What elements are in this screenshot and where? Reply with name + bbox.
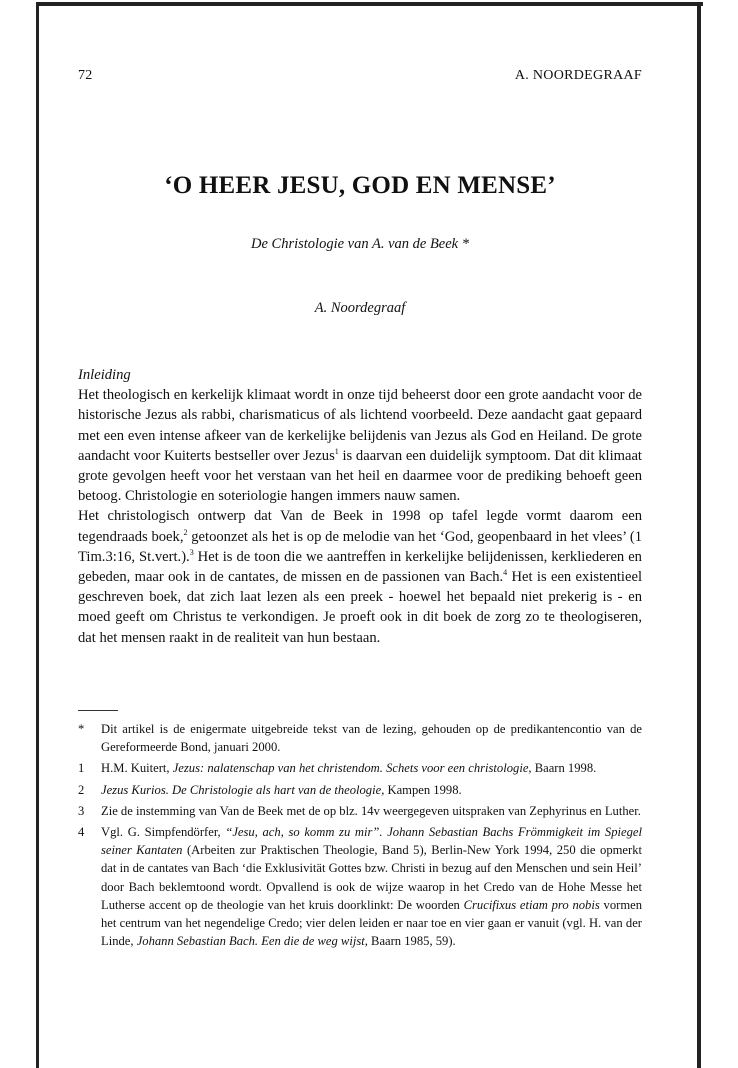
fn4-book-title-2: Johann Sebastian Bach. Een die de weg wijst, [136, 934, 368, 949]
fn1-text-a: H.M. Kuitert, [101, 761, 173, 776]
footnote-text: Dit artikel is de enigermate uitgebreide tekst van de lezing, gehouden op de predikantencontio van de Gereformeerde Bond, januari 2000. [101, 722, 642, 755]
fn1-book-title: Jezus: nalatenschap van het christendom. Schets voor een christologie, [172, 761, 532, 776]
footnote-ref-2: 2 [183, 527, 188, 537]
scan-border-right [697, 2, 701, 1068]
paragraph-2 [78, 506, 642, 647]
footnote-text [101, 759, 642, 777]
p2-text-c: Het is de toon die we aantreffen in kerkelijke belijdenissen, kerkliederen en gebeden, maar ook in de cantates, de missen en de passionen van Bach. [78, 548, 642, 586]
fn4-text-b: (Arbeiten zur Praktischen Theologie, Band 5), Berlin-New York 1994, 250 die opmerkt dat in de cantates van Bach ‘die Exklusivität Gottes bzw. Christi in bezug auf den Menschen und sein Heil’ door Bach beklemtoond wordt. Opvallend is ook de wijze waarop in het Credo van de Hohe Messe het Lutherse accent op de theologie van het kruis doorklinkt: De woorden [101, 843, 642, 912]
fn4-text-c: vormen het centrum van het negendelige Credo; vier delen leiden er naar toe en vier gaan er vanuit (vgl. H. van der Linde, [101, 897, 643, 949]
fn4-latin-phrase: Crucifixus etiam pro nobis [463, 897, 600, 912]
section-heading: Inleiding [78, 367, 131, 383]
footnote-mark: 3 [78, 803, 85, 818]
article-title: ‘O HEER JESU, GOD EN MENSE’ [164, 172, 556, 199]
footnote-ref-4: 4 [503, 568, 508, 578]
fn2-text-b: Kampen 1998. [384, 782, 462, 797]
p2-text-d: Het is een existentieel geschreven boek, dat zich laat lezen als een preek - hoewel het bepaald niet prekerig is - en moed geeft om Christus te verkondigen. Je proeft ook in dit boek de zorg zo te theologiseren, dat het mensen raakt in de realiteit van hun bestaan. [78, 569, 643, 646]
running-head [78, 68, 642, 84]
footnote-mark: * [78, 722, 85, 736]
body-text [78, 365, 642, 648]
footnote-text: Zie de instemming van Van de Beek met de op blz. 14v weergegeven uitspraken van Zephyrinus en Luther. [101, 803, 641, 818]
footnote-1 [78, 759, 642, 777]
footnote-text [101, 823, 642, 950]
footnote-2 [78, 781, 642, 799]
article-subtitle: De Christologie van A. van de Beek * [251, 236, 469, 252]
footnote-star [78, 720, 642, 756]
footnote-ref-3: 3 [189, 547, 194, 557]
p1-text-a: Het theologisch en kerkelijk klimaat wordt in onze tijd beheerst door een grote aandacht voor de historische Jezus als rabbi, charismaticus of als lichtend voorbeeld. Deze aandacht gaat gepaard met een even intense afkeer van de kerkelijke belijdenis van Jezus als God en Heiland. De grote aandacht voor Kuiterts bestseller over Jezus [78, 387, 642, 464]
running-author: A. NOORDEGRAAF [514, 68, 642, 83]
footnote-text [101, 781, 642, 799]
footnote-mark: 4 [78, 825, 85, 840]
fn2-book-title: Jezus Kurios. De Christologie als hart van de theologie, [101, 782, 385, 797]
footnote-separator [78, 710, 118, 711]
scan-border-left [36, 2, 39, 1068]
footnotes [78, 720, 642, 953]
footnote-ref-1: 1 [334, 446, 339, 456]
p1-text-b: is daarvan een duidelijk symptoom. Dat dit klimaat grote gevolgen heeft voor het verstaan van het heil en daarmee voor de prediking behoeft geen betoog. Christologie en soteriologie hangen immers nauw samen. [78, 447, 642, 505]
fn4-text-d: Baarn 1985, 59). [367, 934, 456, 949]
footnote-4 [78, 823, 642, 950]
footnote-mark: 2 [78, 782, 85, 797]
footnote-mark: 1 [78, 761, 85, 776]
paragraph-1 [78, 385, 642, 506]
fn4-text-a: Vgl. G. Simpfendörfer, [101, 825, 226, 840]
scan-border-top [36, 2, 703, 6]
fn4-book-title: “Jesu, ach, so komm zu mir”. Johann Sebastian Bachs Frömmigkeit im Spiegel seiner Kantaten [101, 825, 642, 858]
footnote-3 [78, 802, 642, 820]
p2-text-a: Het christologisch ontwerp dat Van de Beek in 1998 op tafel legde vormt daarom een tegendraads boek, [78, 508, 642, 545]
page-number: 72 [78, 68, 93, 83]
p2-text-b: getoonzet als het is op de melodie van het ‘God, geopenbaard in het vlees’ (1 Tim.3:16, St.vert.). [78, 528, 642, 565]
fn1-text-b: Baarn 1998. [531, 761, 597, 776]
article-author: A. Noordegraaf [314, 300, 406, 316]
